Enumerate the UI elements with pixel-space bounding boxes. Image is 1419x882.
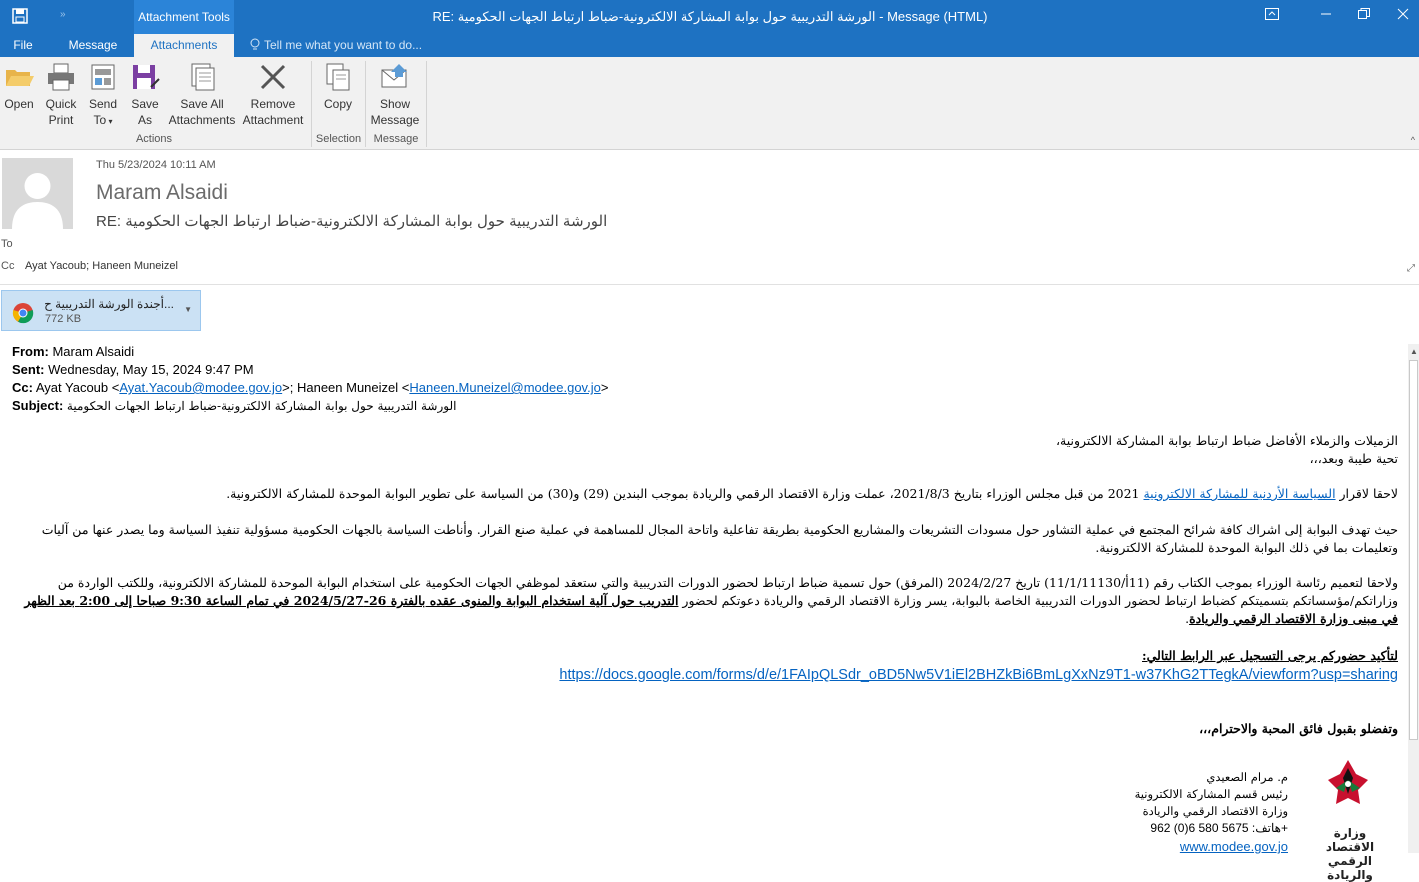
group-selection-label: Selection xyxy=(315,133,362,145)
window-title: RE: الورشة التدريبية حول بوابة المشاركة الالكترونية-ضباط ارتباط الجهات الحكومية - Message (HTML) xyxy=(432,9,988,24)
paragraph-2: حيث تهدف البوابة إلى اشراك كافة شرائح المجتمع في عملية التشاور حول مسودات التشريعات والمشاريع الحكومية بطريقة تفاعلية واتاحة المجال للمساهمة في عملية صنع القرار. وأناطت السياسة بالجهات الحكومية مسؤولية تنفيذ السياسة وما يصدر عنها من آليات وتعليمات بما في ذلك البوابة الموحدة للمشاركة الالكترونية. xyxy=(41,522,1398,555)
save-all-label-2: Attachments xyxy=(168,113,236,127)
to-label: To xyxy=(1,238,13,250)
ribbon xyxy=(0,57,1419,150)
registration-prompt: لتأكيد حضوركم يرجى التسجيل عبر الرابط التالي: xyxy=(1142,648,1398,663)
menu-bar xyxy=(0,34,1419,57)
save-as-label-2: As xyxy=(137,113,152,127)
remove-x-icon xyxy=(257,61,289,93)
body-scrollbar[interactable] xyxy=(1408,344,1419,853)
tab-file[interactable]: File xyxy=(13,38,33,52)
copy-label: Copy xyxy=(323,97,352,111)
lightbulb-icon xyxy=(250,38,260,51)
quick-print-label-2: Print xyxy=(48,113,74,127)
quick-print-button[interactable] xyxy=(40,61,82,128)
tell-me-search[interactable] xyxy=(250,34,422,57)
signature-name: م. مرام الصعيدي xyxy=(1206,770,1288,784)
attachment-item[interactable] xyxy=(1,290,201,331)
send-to-label-2: To xyxy=(93,113,107,127)
save-all-label-1: Save All xyxy=(180,97,224,111)
closing: وتفضلو بقبول فائق المحبة والاحترام،،، xyxy=(1199,721,1398,736)
show-message-label-1: Show xyxy=(379,97,411,111)
group-message-label: Message xyxy=(373,133,419,145)
paragraph-1: لاحقا لاقرار السياسة الأردنية للمشاركة الالكترونية 2021 من قبل مجلس الوزراء بتاريخ 2021/8/3، عملت وزارة الاقتصاد الرقمي والريادة بموجب البندين (29) و(30) من السياسة على تطوير البوابة الموحدة للمشاركة الالكترونية. xyxy=(226,486,1398,501)
quick-access-more-icon[interactable]: » xyxy=(60,9,66,20)
subject: RE: الورشة التدريبية حول بوابة المشاركة الالكترونية-ضباط ارتباط الجهات الحكومية xyxy=(96,213,608,230)
open-label: Open xyxy=(4,97,34,111)
printer-icon xyxy=(45,61,77,93)
attachment-tools-context: Attachment Tools xyxy=(134,0,234,34)
tab-message[interactable]: Message xyxy=(68,38,118,52)
remove-attachment-button[interactable] xyxy=(240,61,306,128)
salutation: تحية طيبة وبعد،،، xyxy=(1309,451,1398,466)
quick-print-label-1: Quick xyxy=(45,97,77,111)
attachment-name: أجندة الورشة التدريبية ح... xyxy=(44,297,174,311)
remove-label-2: Attachment xyxy=(242,113,304,127)
restore-icon[interactable] xyxy=(1354,6,1374,26)
tell-me-text: Tell me what you want to do... xyxy=(264,38,423,52)
email-link-haneen[interactable]: Haneen.Muneizel@modee.gov.jo xyxy=(409,380,601,395)
save-all-attachments-icon xyxy=(186,61,218,93)
greeting: الزميلات والزملاء الأفاضل ضباط ارتباط بوابة المشاركة الالكترونية، xyxy=(1055,433,1398,448)
quoted-sent: Sent: Wednesday, May 15, 2024 9:47 PM xyxy=(12,362,254,377)
collapse-ribbon-icon[interactable]: ^ xyxy=(1410,135,1415,145)
registration-link[interactable]: https://docs.google.com/forms/d/e/1FAIpQLSdr_oBD5Nw5V1iEl2BHZkBi6BmLgXxNz9T1-w37KhG2TTegkA/viewform?usp=sharing xyxy=(559,667,1398,683)
sender-name[interactable]: Maram Alsaidi xyxy=(96,181,228,204)
cc-label: Cc xyxy=(1,260,15,272)
show-message-icon xyxy=(379,61,411,93)
folder-open-icon xyxy=(3,61,35,93)
signature-website[interactable]: www.modee.gov.jo xyxy=(1179,839,1288,854)
send-to-button[interactable]: Send To ▾ xyxy=(86,61,120,130)
group-actions-label: Actions xyxy=(135,133,173,145)
signature-title: رئيس قسم المشاركة الالكترونية xyxy=(1134,787,1288,801)
open-button[interactable] xyxy=(2,61,36,112)
policy-link[interactable]: السياسة الأردنية للمشاركة الالكترونية xyxy=(1143,486,1336,501)
signature-org: وزارة الاقتصاد الرقمي والريادة xyxy=(1142,804,1288,818)
save-as-label-1: Save xyxy=(131,97,159,111)
send-to-label-1: Send xyxy=(88,97,118,111)
show-message-label-2: Message xyxy=(370,113,420,127)
save-icon[interactable] xyxy=(12,8,28,24)
message-body xyxy=(0,344,1408,882)
close-icon[interactable] xyxy=(1393,6,1413,26)
save-as-button[interactable] xyxy=(128,61,162,128)
quoted-cc: Cc: Ayat Yacoub <Ayat.Yacoub@modee.gov.jo>; Haneen Muneizel <Haneen.Muneizel@modee.gov.jo> xyxy=(12,380,609,395)
copy-button[interactable] xyxy=(316,61,360,112)
attachment-dropdown-icon[interactable]: ▼ xyxy=(184,305,192,314)
email-link-ayat[interactable]: Ayat.Yacoub@modee.gov.jo xyxy=(119,380,283,395)
chrome-icon xyxy=(12,302,34,324)
title-bar xyxy=(0,0,1419,34)
remove-label-1: Remove xyxy=(250,97,296,111)
expand-header-icon[interactable]: ⤢ xyxy=(1407,263,1415,274)
signature-phone: هاتف: 5675 580 6(0) 962+ xyxy=(1150,821,1288,835)
person-icon xyxy=(2,158,73,229)
message-header xyxy=(0,151,1419,285)
tab-attachments[interactable]: Attachments xyxy=(134,34,234,57)
quoted-subject: Subject: الورشة التدريبية حول بوابة المشاركة الالكترونية-ضباط ارتباط الجهات الحكومية xyxy=(12,398,457,413)
logo-text: وزارة الاقتصاد الرقمي والريادة xyxy=(1325,826,1375,882)
save-all-attachments-button[interactable] xyxy=(166,61,238,128)
cc-recipients[interactable]: Ayat Yacoub; Haneen Muneizel xyxy=(25,260,178,272)
scroll-up-icon[interactable]: ▲ xyxy=(1410,347,1418,356)
avatar xyxy=(2,158,73,229)
save-as-icon xyxy=(129,61,161,93)
quoted-from: From: Maram Alsaidi xyxy=(12,344,135,359)
send-to-icon xyxy=(87,61,119,93)
show-message-button[interactable] xyxy=(369,61,421,128)
paragraph-3: ولاحقا لتعميم رئاسة الوزراء بموجب الكتاب رقم (11أ/11/1/11130) تاريخ 2024/2/27 (المرفق) حول تسمية ضباط ارتباط لحضور الدورات التدريبية والتي ستعقد لموظفي الجهات الحكومية على استخدام البوابة الموحدة للمشاركة الالكترونية، وللكتب الواردة من وزاراتكم/مؤسساتكم بتسميتكم كضباط ارتباط لحضور الدورات التدريبية الخاصة بالبوابة، يسر وزارة الاقتصاد الرقمي والريادة دعوتكم لحضور التدريب حول آلية استخدام البوابة والمنوى عقده بالفترة 26-2024/5/27 في تمام الساعة 9:30 صباحا إلى 2:00 بعد الظهر في مبنى وزارة الاقتصاد الرقمي والريادة. xyxy=(24,575,1398,626)
group-separator xyxy=(426,61,427,147)
minimize-icon[interactable] xyxy=(1316,6,1336,26)
scroll-thumb[interactable] xyxy=(1409,360,1418,740)
copy-icon xyxy=(322,61,354,93)
ribbon-display-options-icon[interactable] xyxy=(1262,6,1282,26)
attachment-size: 772 KB xyxy=(45,313,82,325)
sent-date: Thu 5/23/2024 10:11 AM xyxy=(96,159,216,171)
